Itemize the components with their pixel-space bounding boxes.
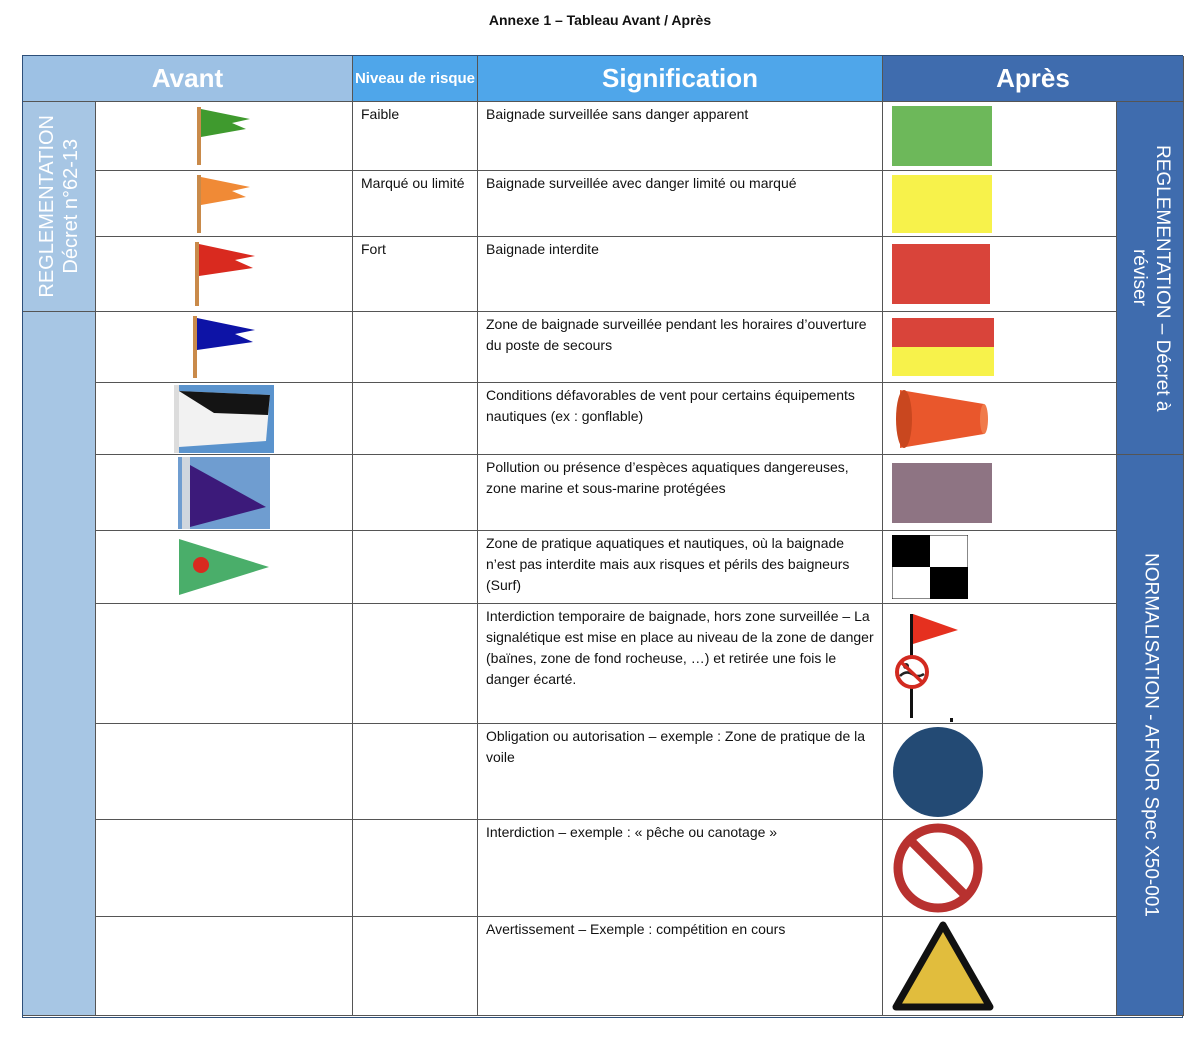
niveau-cell — [353, 455, 478, 531]
red-flag-square-icon — [892, 244, 990, 304]
signification-cell: Interdiction – exemple : « pêche ou canotage » — [478, 820, 883, 917]
niveau-cell — [353, 531, 478, 604]
avant-cell — [96, 383, 353, 455]
black-white-flag-icon — [174, 385, 274, 453]
apres-cell — [883, 724, 1117, 820]
signification-cell: Baignade surveillée sans danger apparent — [478, 102, 883, 171]
signification-cell: Baignade interdite — [478, 237, 883, 312]
right-side-label-regulation — [1117, 102, 1184, 455]
avant-cell-empty — [96, 820, 353, 917]
apres-cell — [883, 917, 1117, 1016]
apres-cell — [883, 531, 1117, 604]
apres-cell — [883, 237, 1117, 312]
avant-cell — [96, 102, 353, 171]
blue-disc-icon — [892, 725, 988, 819]
left-regulation-text: REGLEMENTATION Décret n°62-13 — [36, 115, 82, 298]
header-apres: Après — [883, 56, 1184, 102]
avant-cell — [96, 171, 353, 237]
signification-cell: Zone de pratique aquatiques et nautiques, où la baignade n’est pas interdite mais aux risques et périls des baigneurs (Surf) — [478, 531, 883, 604]
avant-cell-empty — [96, 724, 353, 820]
blue-flag-icon — [189, 314, 259, 380]
signification-cell: Obligation ou autorisation – exemple : Zone de pratique de la voile — [478, 724, 883, 820]
signification-cell: Pollution ou présence d’espèces aquatiques dangereuses, zone marine et sous-marine protégées — [478, 455, 883, 531]
green-flag-icon — [194, 105, 254, 167]
niveau-cell — [353, 604, 478, 724]
apres-cell — [883, 455, 1117, 531]
comparison-table — [22, 55, 1183, 1018]
apres-cell — [883, 102, 1117, 171]
red-yellow-flag-icon — [892, 318, 994, 376]
apres-cell — [883, 604, 1117, 724]
left-side-label-regulation — [23, 102, 96, 312]
signification-cell: Interdiction temporaire de baignade, hors zone surveillée – La signalétique est mise en place au niveau de la zone de danger (baïnes, zone de fond rocheuse, …) et retirée une fois le danger écarté. — [478, 604, 883, 724]
avant-cell — [96, 237, 353, 312]
signification-cell: Avertissement – Exemple : compétition en cours — [478, 917, 883, 1016]
signification-cell: Conditions défavorables de vent pour certains équipements nautiques (ex : gonflable) — [478, 383, 883, 455]
prohibition-sign-icon — [892, 821, 988, 915]
avant-cell — [96, 455, 353, 531]
header-niveau-de-risque: Niveau de risque — [353, 56, 478, 102]
header-signification: Signification — [478, 56, 883, 102]
avant-cell — [96, 531, 353, 604]
document-title: Annexe 1 – Tableau Avant / Après — [488, 12, 712, 28]
windsock-icon — [892, 386, 996, 452]
no-swimming-sign-icon — [892, 606, 972, 722]
niveau-cell — [353, 917, 478, 1016]
purple-flag-icon — [178, 457, 270, 529]
green-red-dot-pennant-icon — [175, 535, 273, 599]
apres-cell — [883, 312, 1117, 383]
red-flag-icon — [189, 240, 259, 308]
right-regulation-text: REGLEMENTATION – Décret à réviser — [1129, 144, 1173, 412]
niveau-cell — [353, 820, 478, 917]
right-normalisation-text: NORMALISATION - AFNOR Spec X50-001 — [1140, 553, 1162, 917]
checkered-flag-icon — [892, 535, 968, 599]
left-side-band — [23, 312, 96, 1016]
niveau-cell — [353, 383, 478, 455]
niveau-cell — [353, 724, 478, 820]
avant-cell-empty — [96, 604, 353, 724]
purple-flag-square-icon — [892, 463, 992, 523]
niveau-cell — [353, 312, 478, 383]
niveau-cell: Fort — [353, 237, 478, 312]
orange-flag-icon — [194, 173, 254, 235]
avant-cell-empty — [96, 917, 353, 1016]
yellow-flag-square-icon — [892, 175, 992, 233]
green-flag-square-icon — [892, 106, 992, 166]
header-avant: Avant — [23, 56, 353, 102]
signification-cell: Baignade surveillée avec danger limité ou marqué — [478, 171, 883, 237]
right-side-label-normalisation — [1117, 455, 1184, 1016]
signification-cell: Zone de baignade surveillée pendant les horaires d’ouverture du poste de secours — [478, 312, 883, 383]
apres-cell — [883, 820, 1117, 917]
avant-cell — [96, 312, 353, 383]
apres-cell — [883, 171, 1117, 237]
niveau-cell: Marqué ou limité — [353, 171, 478, 237]
niveau-cell: Faible — [353, 102, 478, 171]
warning-triangle-icon — [892, 919, 996, 1013]
apres-cell — [883, 383, 1117, 455]
